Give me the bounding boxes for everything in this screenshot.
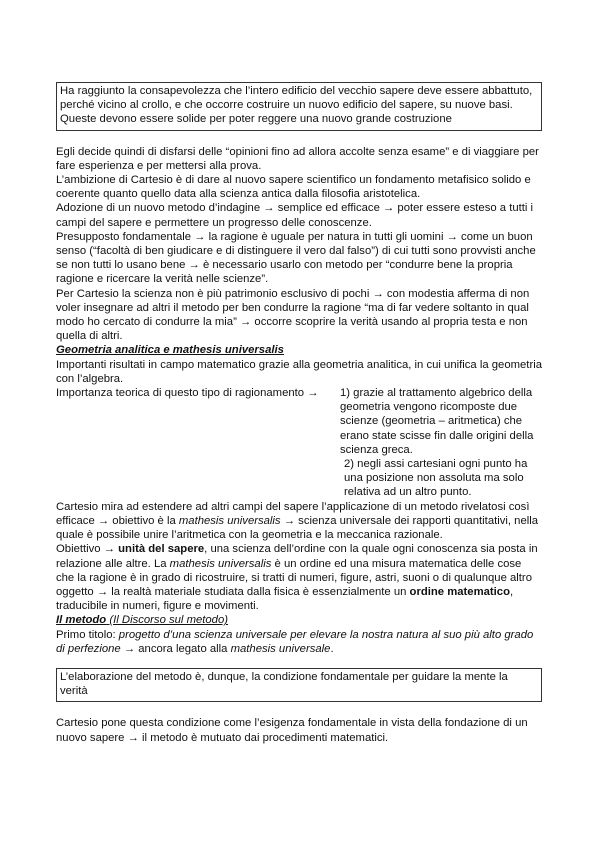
highlight-box-renewal — [56, 82, 542, 131]
document-page — [56, 82, 542, 745]
first-title-mathesis: mathesis universale — [230, 642, 331, 655]
math-order-term: ordine matematico — [409, 585, 510, 598]
unity-mathesis-term: mathesis universalis — [169, 557, 272, 570]
paragraph-analytic-geometry: Importanti risultati in campo matematico grazie alla geometria analitica, in cui unifica la geometria con l’algebra. — [56, 358, 542, 385]
box-text-renewal: Ha raggiunto la consapevolezza che l’intero edificio del vecchio sapere deve essere abbattuto, perché vicino al crollo, e che occorre costruire un nuovo edificio del sapere, su nuove basi. Queste devono essere solide per poter reggere una nuovo grande costruzione — [60, 85, 533, 126]
mathesis-text-c: → scienza universale dei rapporti quantitativi, nella quale è possibile unire l’aritmetica con la geometria e la meccanica razionale. — [56, 514, 539, 542]
mathesis-term: mathesis universalis — [178, 514, 281, 527]
theoretical-importance-points — [340, 386, 540, 500]
paragraph-new-method: Adozione di un nuovo metodo d’indagine → semplice ed efficace → poter essere esteso a tutti i campi del sapere e permettere un progresso delle conoscenze. — [56, 202, 534, 229]
unity-text-e: è un ordine ed una misura matematica delle cose che la ragione è in grado di ricostruire, si tratti di numeri, figure, astri, suoni o di qualunque altro oggetto → la realtà materiale studiata dalla fisica è essenzialmente un — [56, 557, 532, 598]
first-title-text-c: → ancora legato alla — [120, 642, 231, 655]
paragraph-mathesis — [56, 500, 542, 543]
unity-term: unità del sapere — [118, 543, 205, 556]
paragraph-opinions: Egli decide quindi di disfarsi delle “opinioni fino ad allora accolte senza esame” e di viaggiare per fare esperienza e per mettersi alla prova. — [56, 145, 539, 172]
paragraph-science-not-exclusive: Per Cartesio la scienza non è più patrimonio esclusivo di pochi → con modestia afferma di non voler insegnare ad altri il metodo per ben condurre la ragione “ma di far vedere soltanto in qual modo ho cercato di condurre la mia” → occorre scoprire la verità usando al propria testa e non quella di altri. — [56, 287, 530, 343]
method-heading-title: Il metodo — [56, 614, 107, 627]
first-title-label: Primo titolo: — [56, 628, 119, 641]
first-title-quote: progetto d’una scienza universale per elevare la nostra natura al suo più alto grado di perfezione — [56, 628, 534, 655]
box-text-method: L’elaborazione del metodo è, dunque, la condizione fondamentale per guidare la mente la verità — [60, 670, 508, 698]
unity-text-a: Obiettivo → — [56, 543, 119, 556]
first-title-period: . — [330, 642, 334, 655]
paragraph-first-title — [56, 628, 542, 656]
unity-text-g: , traducibile in numeri, figure e movimenti. — [56, 585, 514, 613]
paragraph-ambition: L’ambizione di Cartesio è di dare al nuovo sapere scientifico un fondamento metafisico solido e coerente quanto quello data alla scienza antica dalla filosofia aristotelica. — [56, 174, 531, 201]
section-heading-method — [56, 613, 542, 627]
paragraph-unity — [56, 542, 542, 613]
point-two: 2) negli assi cartesiani ogni punto ha una posizione non assoluta ma solo relativa ad un altro punto. — [344, 458, 528, 499]
paragraph-premise: Presupposto fondamentale → la ragione è uguale per natura in tutti gli uomini → come un buon senso (“facoltà di ben giudicare e di distinguere il vero dal falso”) di cui tutti sono provvisti anche se non tutti lo usano bene → è necessario usarlo con metodo per “condurre bene la propria ragione e ricercare la verità nelle scienze”. — [56, 230, 536, 286]
theoretical-importance-label: Importanza teorica di questo tipo di ragionamento → — [56, 387, 319, 400]
theoretical-importance-row — [56, 386, 542, 500]
mathesis-text-a: Cartesio mira ad estendere ad altri campi del sapere l’applicazione di un metodo rivelatosi così efficace → obiettivo è la — [56, 500, 530, 527]
method-heading-subtitle: (Il Discorso sul metodo) — [106, 614, 229, 627]
highlight-box-method — [56, 668, 542, 702]
point-one: 1) grazie al trattamento algebrico della geometria vengono ricomposte due scienze (geometria – aritmetica) che erano state scisse fin dalle origini della scienza greca. — [340, 387, 534, 456]
section-heading-geometry: Geometria analitica e mathesis universalis — [56, 344, 284, 357]
paragraph-conclusion: Cartesio pone questa condizione come l’esigenza fondamentale in vista della fondazione di un nuovo sapere → il metodo è mutuato dai procedimenti matematici. — [56, 717, 528, 744]
unity-text-c: , una scienza dell’ordine con la quale ogni conoscenza sia posta in relazione alle altre. La — [56, 543, 538, 570]
